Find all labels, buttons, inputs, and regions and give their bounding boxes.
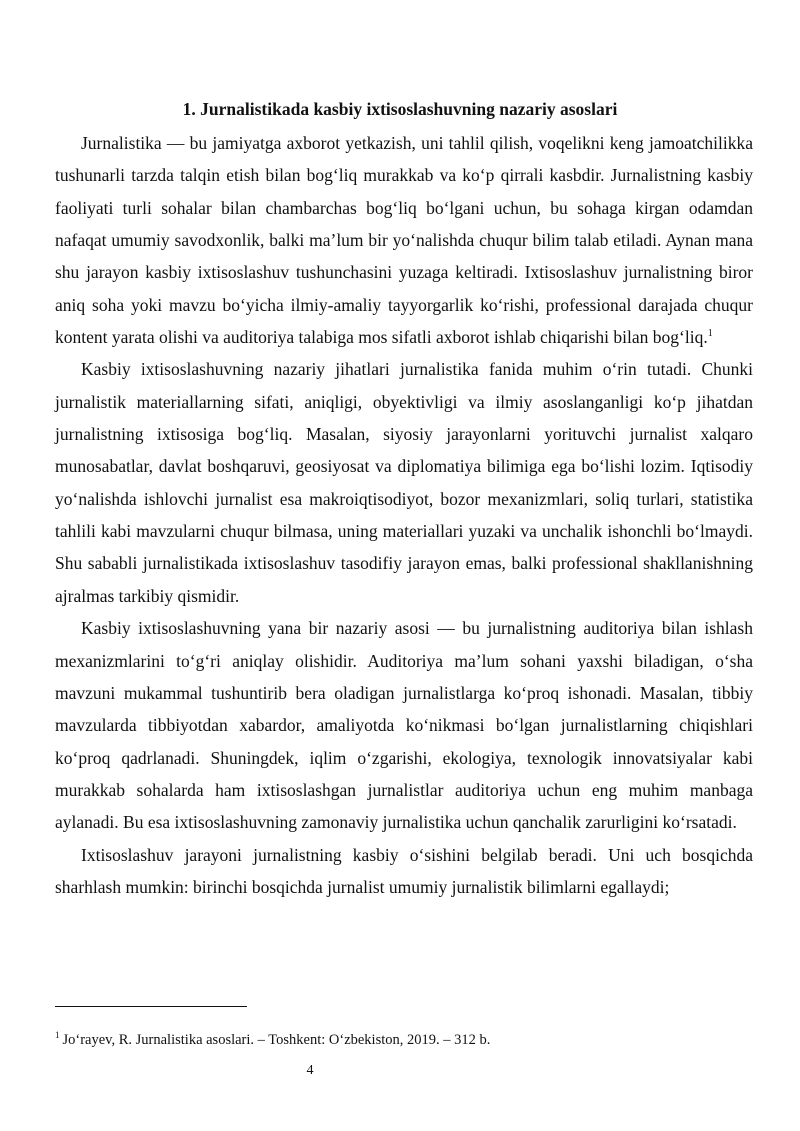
- footnote-reference-1[interactable]: 1: [707, 328, 713, 340]
- paragraph-4: Ixtisoslashuv jarayoni jurnalistning kasbiy o‘sishini belgilab beradi. Uni uch bosqichda sharhlash mumkin: birinchi bosqichda jurnalist umumiy jurnalistik bilimlarni egallaydi;: [55, 844, 753, 897]
- paragraph-1-text: Jurnalistika — bu jamiyatga axborot yetkazish, uni tahlil qilish, voqelikni keng jamoatchilikka tushunarli tarzda talqin etish bilan bog‘liq murakkab va ko‘p qirrali kasbdir. Jurnalistning kasbiy faoliyati turli sohalar bilan chambarchas bog‘liq bo‘lgani uchun, bu sohaga kirgan odamdan nafaqat umumiy savodxonlik, balki ma’lum bir yo‘nalishda chuqur bilim talab etiladi. Aynan mana shu jarayon kasbiy ixtisoslashuv tushunchasini yuzaga keltiradi. Ixtisoslashuv jurnalistning biror aniq soha yoki mavzu bo‘yicha ilmiy-amaliy tayyorgarlik ko‘rishi, professional darajada chuqur kontent yarata olishi va auditoriya talabiga mos sifatli axborot ishlab chiqarishi bilan bog‘liq.: [55, 133, 753, 348]
- body-text: [55, 127, 753, 903]
- footnote-separator: [55, 1006, 247, 1007]
- paragraph-2: Kasbiy ixtisoslashuvning nazariy jihatlari jurnalistika fanida muhim o‘rin tutadi. Chunki jurnalistik materiallarning sifati, aniqligi, obyektivligi va ilmiy asoslanganligi ko‘p jihatdan jurnalistning ixtisosiga bog‘liq. Masalan, siyosiy jarayonlarni yorituvchi jurnalist xalqaro munosabatlar, davlat boshqaruvi, geosiyosat va diplomatiya bilimiga ega bo‘lishi lozim. Iqtisodiy yo‘nalishda ishlovchi jurnalist esa makroiqtisodiyot, bozor mexanizmlari, soliq turlari, statistika tahlili kabi mavzularni chuqur bilmasa, uning materiallari yuzaki va unchalik ishonchli bo‘lmaydi. Shu sababli jurnalistikada ixtisoslashuv tasodifiy jarayon emas, balki professional shakllanishning ajralmas tarkibiy qismidir.: [55, 359, 753, 606]
- footnote-text: Jo‘rayev, R. Jurnalistika asoslari. – Toshkent: O‘zbekiston, 2019. – 312 b.: [62, 1032, 491, 1048]
- footnote: [55, 1030, 745, 1050]
- section-heading: 1. Jurnalistikada kasbiy ixtisoslashuvning nazariy asoslari: [182, 99, 618, 119]
- page-number: 4: [306, 1063, 314, 1078]
- footnote-marker: 1: [55, 1030, 60, 1041]
- paragraph-1: [55, 127, 753, 353]
- paragraph-3: Kasbiy ixtisoslashuvning yana bir nazariy asosi — bu jurnalistning auditoriya bilan ishlash mexanizmlarini to‘g‘ri aniqlay olishidir. Auditoriya ma’lum sohani yaxshi biladigan, o‘sha mavzuni mukammal tushuntirib bera oladigan jurnalistlarga ko‘proq ishonadi. Masalan, tibbiy mavzularda tibbiyotdan xabardor, amaliyotda ko‘nikmasi bo‘lgan jurnalistlarning chiqishlari ko‘proq qadrlanadi. Shuningdek, iqlim o‘zgarishi, ekologiya, texnologik innovatsiyalar kabi murakkab sohalarda ham ixtisoslashgan jurnalistlar auditoriya uchun eng muhim manbaga aylanadi. Bu esa ixtisoslashuvning zamonaviy jurnalistika uchun qanchalik zarurligini ko‘rsatadi.: [55, 618, 753, 833]
